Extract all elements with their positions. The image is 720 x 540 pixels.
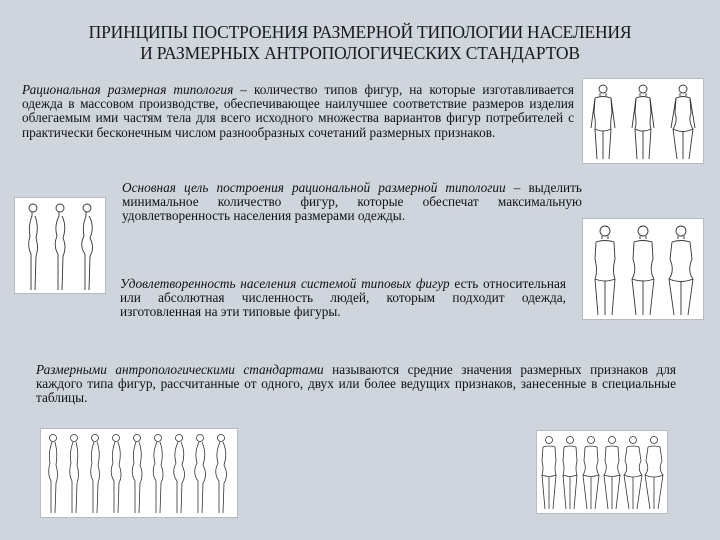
female-figures-front-row-icon [536, 430, 668, 514]
definition-satisfaction: есть относительная или абсолютная численность людей, которым подходит одежда, изготовленная на эти типовые фигуры. [120, 276, 566, 320]
female-figures-side-icon [14, 197, 106, 294]
paragraph-rational-typology [22, 83, 574, 140]
title-line-2: И РАЗМЕРНЫХ АНТРОПОЛОГИЧЕСКИХ СТАНДАРТОВ [140, 43, 580, 63]
definition-main-goal: – выделить минимальное количество фигур, которые обеспечат максимальную удовлетворенность населения размерами одежды. [122, 180, 582, 224]
female-figures-side-row-icon [40, 428, 238, 518]
slide-title [20, 22, 700, 64]
female-figures-front-icon [582, 78, 704, 164]
term-anthropological-standards: Размерными антропологическими стандартами [36, 362, 324, 377]
paragraph-satisfaction [120, 277, 566, 320]
term-main-goal: Основная цель построения рациональной размерной типологии [122, 180, 506, 195]
female-figures-front-icon [582, 218, 704, 320]
paragraph-main-goal [122, 181, 582, 224]
definition-anthropological-standards: называются средние значения размерных признаков для каждого типа фигур, рассчитанные от одного, двух или более ведущих признаков, занесенные в специальные таблицы. [36, 362, 676, 406]
title-line-1: ПРИНЦИПЫ ПОСТРОЕНИЯ РАЗМЕРНОЙ ТИПОЛОГИИ НАСЕЛЕНИЯ [88, 22, 632, 42]
paragraph-anthropological-standards [36, 363, 676, 406]
term-rational-typology: Рациональная размерная типология [22, 82, 234, 97]
term-satisfaction: Удовлетворенность населения системой типовых фигур [120, 276, 450, 291]
definition-rational-typology: – количество типов фигур, на которые изготавливается одежда в массовом производстве, обеспечивающее наилучшее соответствие размеров изделия облегаемым ими частям тела для всего исходного множества вариантов фигур потребителей с практически бесконечным числом разнообразных сочетаний размерных признаков. [22, 82, 574, 140]
